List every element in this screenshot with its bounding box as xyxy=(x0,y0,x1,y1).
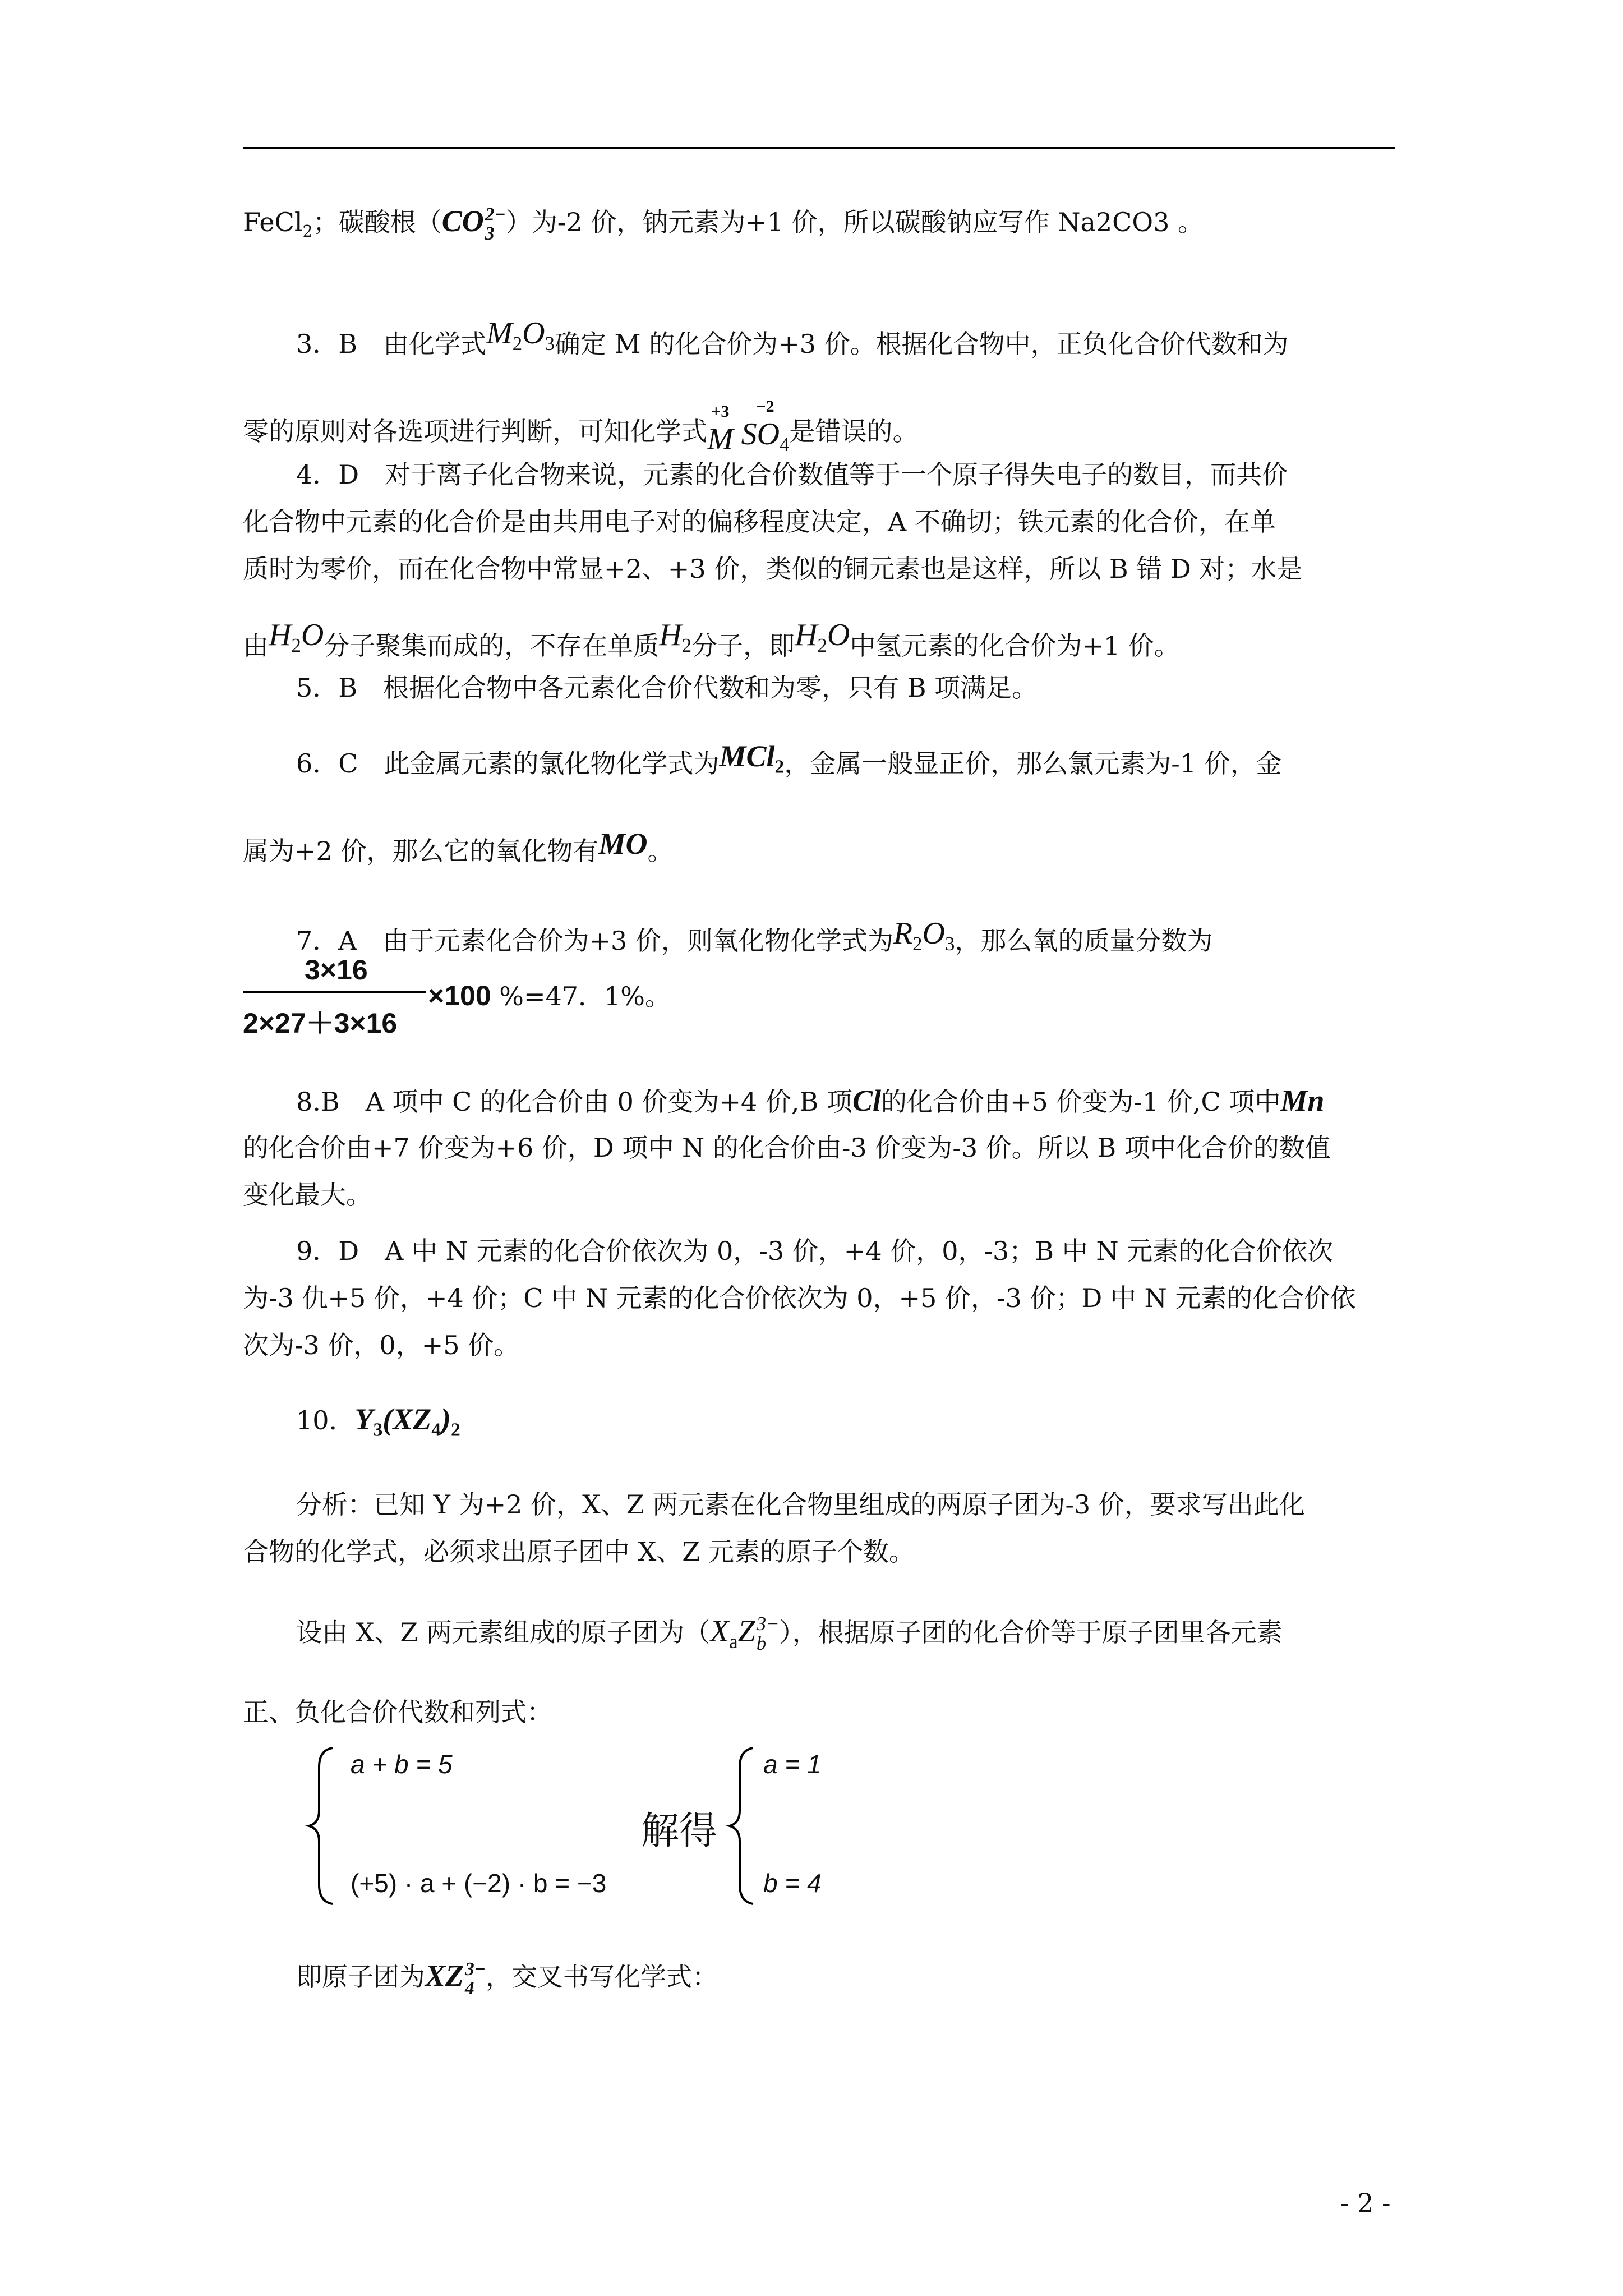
item-8-line-1: 8.B A 项中 C 的化合价由 0 价变为+4 价,B 项Cl的化合价由+5 价变为-1 价,C 项中Mn xyxy=(296,1084,1325,1117)
formula-mcl2: MCl$_2$ xyxy=(719,739,785,777)
equation-1: a + b = 5 xyxy=(351,1750,453,1779)
item-8-line-3: 变化最大。 xyxy=(243,1180,372,1210)
item-10: 10．$Y_3(XZ_4)_2$ xyxy=(296,1402,460,1441)
fraction-numerator: 3×16 xyxy=(305,954,368,986)
item-4-line-1: 4．D 对于离子化合物来说，元素的化合价数值等于一个原子得失电子的数目，而共价 xyxy=(296,459,1288,490)
formula-mo: MO xyxy=(598,827,648,861)
right-brace-icon xyxy=(725,1745,759,1907)
item-3-line-2: 零的原则对各选项进行判断，可知化学式 +3 M −2 $SO_4$ 是错误的。 xyxy=(243,397,919,457)
formula-xa-zb: $X_aZ$ 3− b xyxy=(709,1613,780,1655)
formula-h2o: $H_2O$ xyxy=(269,618,324,657)
line-1: FeCl$_2$；碳酸根（CO 2− 3 ）为-2 价，钠元素为+1 价，所以碳酸钠应写作 Na2CO3 。 xyxy=(243,204,1204,244)
equation-2: (+5) · a + (−2) · b = −3 xyxy=(351,1869,607,1898)
item-6-line-2: 属为+2 价，那么它的氧化物有MO。 xyxy=(243,827,674,866)
item-5: 5．B 根据化合物中各元素化合价代数和为零，只有 B 项满足。 xyxy=(296,673,1038,703)
left-brace-icon xyxy=(305,1745,338,1907)
solution-1: a = 1 xyxy=(763,1750,822,1779)
formula-so4-valence: −2 $SO_4$ xyxy=(741,397,790,456)
formula-m2o3: $M_2O_3$ xyxy=(486,316,555,355)
item-7-line-1: 7．A 由于元素化合价为+3 价，则氧化物化学式为$R_2O_3$，那么氧的质量分数为 xyxy=(296,916,1213,956)
formula-xz4: XZ 3− 4 xyxy=(425,1959,486,1999)
item-4-line-3: 质时为零价，而在化合物中常显+2、+3 价，类似的铜元素也是这样，所以 B 错 D 对；水是 xyxy=(243,554,1303,584)
header-rule xyxy=(243,147,1395,149)
formula-m-valence: +3 M xyxy=(707,402,734,457)
item-4-line-4: 由$H_2O$分子聚集而成的，不存在单质$H_2$分子，即$H_2O$中氢元素的化合价为+1 价。 xyxy=(243,618,1180,661)
page-number: - 2 - xyxy=(1340,2188,1391,2218)
fraction-bar xyxy=(243,991,426,993)
formula-h2: $H_2$ xyxy=(659,618,692,657)
carbonate-formula: CO 2− 3 xyxy=(441,204,506,244)
analysis-line-1: 分析：已知 Y 为+2 价，X、Z 两元素在化合物里组成的两原子团为-3 价，要求写出此化 xyxy=(296,1489,1305,1520)
formula-y3-xz4-2: $Y_3(XZ_4)_2$ xyxy=(354,1402,460,1441)
solution-2: b = 4 xyxy=(763,1869,822,1898)
fraction-denominator: 2×27＋3×16 xyxy=(243,1007,398,1039)
equation-system xyxy=(305,1745,893,1907)
solve-label: 解得 xyxy=(641,1809,718,1853)
item-3-line-1: 3．B 由化学式$M_2O_3$确定 M 的化合价为+3 价。根据化合物中，正负化合价代数和为 xyxy=(296,316,1289,359)
formula-r2o3: $R_2O_3$ xyxy=(893,916,955,955)
setup-line-2: 正、负化合价代数和列式： xyxy=(243,1697,552,1727)
symbol-mn: Mn xyxy=(1280,1084,1325,1117)
fraction-result: ×100 %=47．1%。 xyxy=(428,980,671,1011)
item-9-line-1: 9．D A 中 N 元素的化合价依次为 0，-3 价，+4 价，0，-3；B 中 N 元素的化合价依次 xyxy=(296,1236,1334,1266)
symbol-cl: Cl xyxy=(852,1084,881,1117)
item-8-line-2: 的化合价由+7 价变为+6 价，D 项中 N 的化合价由-3 价变为-3 价。所以 B 项中化合价的数值 xyxy=(243,1133,1331,1163)
item-9-line-3: 次为-3 价，0，+5 价。 xyxy=(243,1330,520,1360)
setup-line-1: 设由 X、Z 两元素组成的原子团为（$X_aZ$ 3− b ），根据原子团的化合价等于原子团里各元素 xyxy=(296,1613,1283,1655)
formula-h2o-2: $H_2O$ xyxy=(795,618,850,657)
item-9-line-2: 为-3 仇+5 价，+4 价；C 中 N 元素的化合价依次为 0，+5 价，-3 价；D 中 N 元素的化合价依 xyxy=(243,1283,1356,1313)
item-6-line-1: 6．C 此金属元素的氯化物化学式为MCl$_2$，金属一般显正价，那么氯元素为-1 价，金 xyxy=(296,739,1282,779)
conclusion: 即原子团为XZ 3− 4 ，交叉书写化学式： xyxy=(296,1959,718,1999)
item-4-line-2: 化合物中元素的化合价是由共用电子对的偏移程度决定，A 不确切；铁元素的化合价，在单 xyxy=(243,507,1276,537)
analysis-line-2: 合物的化学式，必须求出原子团中 X、Z 元素的原子个数。 xyxy=(243,1536,915,1567)
